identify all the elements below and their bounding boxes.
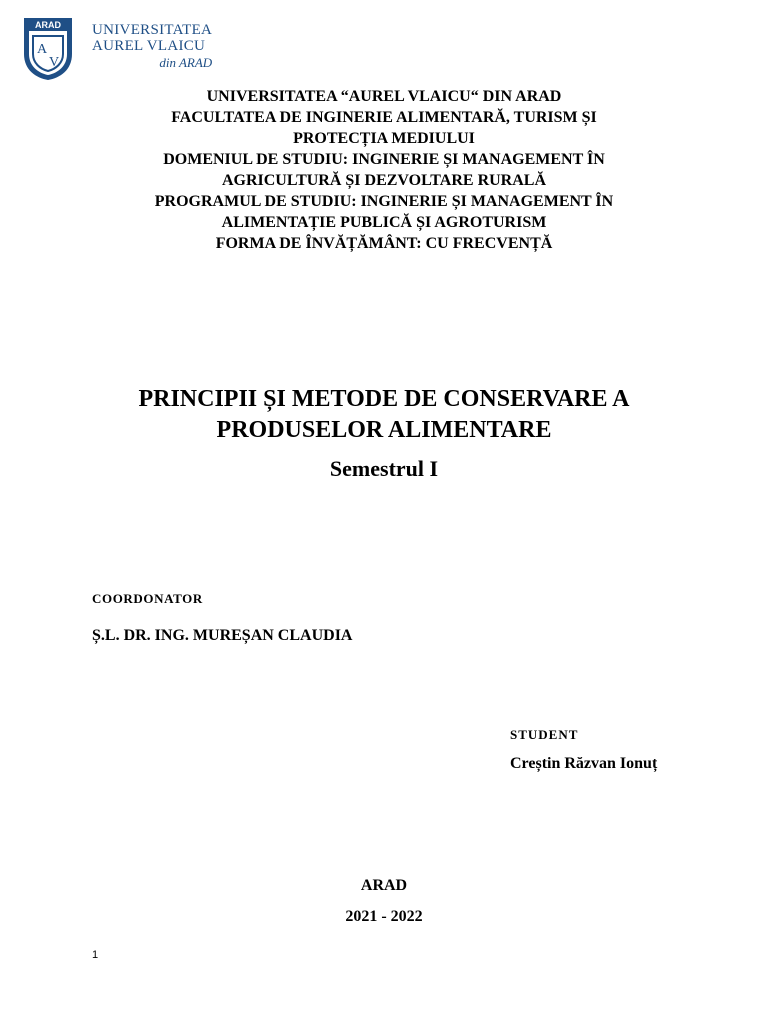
title-line-1: PRINCIPII ȘI METODE DE CONSERVARE A [138,386,630,412]
header-line: PROTECȚIA MEDIULUI [293,130,475,147]
academic-year: 2021 - 2022 [345,908,423,925]
city-label: ARAD [360,877,408,894]
university-logo [20,14,212,82]
coordinator-label: COORDONATOR [92,591,203,606]
institution-header [100,86,668,254]
student-label: STUDENT [510,727,579,742]
header-line: FACULTATEA DE INGINERIE ALIMENTARĂ, TURISM ȘI [171,109,597,126]
header-line: PROGRAMUL DE STUDIU: INGINERIE ȘI MANAGEMENT ÎN [154,193,614,210]
page-number: 1 [92,949,99,961]
coordinator-name: Ș.L. DR. ING. MUREȘAN CLAUDIA [92,627,353,644]
logo-text [92,23,212,69]
shield-letter-v: V [48,55,60,70]
header-line: ALIMENTAȚIE PUBLICĂ ȘI AGROTURISM [221,214,547,231]
header-line: DOMENIUL DE STUDIU: INGINERIE ȘI MANAGEMENT ÎN [163,151,605,168]
shield-arad-text: ARAD [35,20,61,30]
shield-letter-a: A [36,42,48,57]
header-line: UNIVERSITATEA “AUREL VLAICU“ DIN ARAD [206,88,562,105]
title-line-2: PRODUSELOR ALIMENTARE [216,417,552,443]
student-name: Creștin Răzvan Ionuț [510,755,658,772]
university-shield-icon [20,14,76,82]
logo-line-university: UNIVERSITATEA [92,22,213,38]
header-line: FORMA DE ÎNVĂȚĂMÂNT: CU FRECVENȚĂ [215,235,553,252]
semester-label: Semestrul I [329,456,439,481]
document-title [80,384,688,446]
logo-line-name: AUREL VLAICU [92,37,206,54]
header-line: AGRICULTURĂ ȘI DEZVOLTARE RURALĂ [221,172,547,189]
logo-line-city: din ARAD [159,54,213,70]
